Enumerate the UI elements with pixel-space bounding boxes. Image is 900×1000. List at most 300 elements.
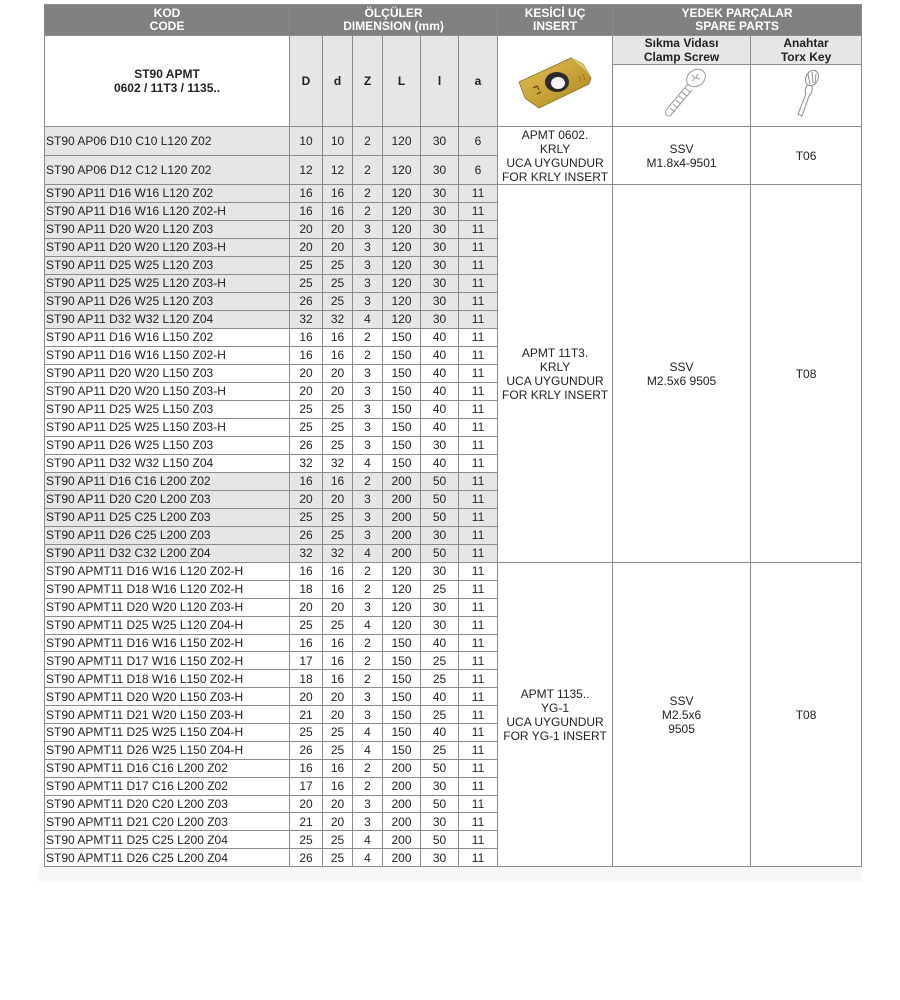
- dim-Z: 4: [353, 724, 383, 742]
- dim-L: 200: [383, 777, 421, 795]
- dim-L: 120: [383, 203, 421, 221]
- dim-D: 25: [290, 509, 323, 527]
- table-row: [45, 185, 862, 203]
- dim-L: 120: [383, 598, 421, 616]
- dim-l-small: 50: [421, 473, 459, 491]
- col-l: l: [421, 36, 459, 127]
- dim-L: 200: [383, 849, 421, 867]
- clamp-screw-icon: [652, 66, 712, 122]
- dim-l-small: 50: [421, 831, 459, 849]
- insert-info-line: KRLY: [539, 141, 571, 156]
- dim-a: 11: [459, 455, 498, 473]
- dim-d-small: 12: [323, 156, 353, 185]
- dim-d-small: 16: [323, 563, 353, 581]
- dim-d-small: 16: [323, 185, 353, 203]
- dim-a: 11: [459, 365, 498, 383]
- dim-Z: 3: [353, 813, 383, 831]
- dim-d-small: 25: [323, 257, 353, 275]
- dim-a: 11: [459, 527, 498, 545]
- dim-d-small: 20: [323, 598, 353, 616]
- product-code: ST90 AP11 D20 W20 L150 Z03: [45, 365, 290, 383]
- clamp-screw-line: SSV: [669, 141, 694, 156]
- dim-L: 150: [383, 347, 421, 365]
- dim-D: 18: [290, 670, 323, 688]
- product-code: ST90 AP11 D16 C16 L200 Z02: [45, 473, 290, 491]
- dim-a: 11: [459, 257, 498, 275]
- dim-L: 200: [383, 831, 421, 849]
- dim-Z: 4: [353, 545, 383, 563]
- dim-L: 150: [383, 365, 421, 383]
- dim-L: 150: [383, 741, 421, 759]
- dim-L: 120: [383, 257, 421, 275]
- dim-Z: 2: [353, 347, 383, 365]
- dim-a: 11: [459, 473, 498, 491]
- dim-Z: 3: [353, 795, 383, 813]
- insert-info-line: UCA UYGUNDUR: [506, 714, 604, 729]
- insert-info: [498, 127, 613, 185]
- dim-D: 20: [290, 688, 323, 706]
- dim-d-small: 25: [323, 741, 353, 759]
- dim-a: 11: [459, 580, 498, 598]
- clamp-screw-line: 9505: [668, 721, 695, 736]
- dim-Z: 2: [353, 563, 383, 581]
- insert-info-line: APMT 11T3.: [521, 345, 589, 360]
- dim-l-small: 30: [421, 311, 459, 329]
- dim-d-small: 20: [323, 365, 353, 383]
- dim-Z: 2: [353, 156, 383, 185]
- dim-l-small: 50: [421, 509, 459, 527]
- dim-a: 11: [459, 545, 498, 563]
- torx-key-info: [751, 563, 862, 867]
- dim-L: 150: [383, 401, 421, 419]
- header-dimensions: [290, 5, 498, 36]
- col-L: L: [383, 36, 421, 127]
- header-spare-parts-en: SPARE PARTS: [695, 19, 779, 33]
- dim-L: 150: [383, 329, 421, 347]
- dim-a: 11: [459, 203, 498, 221]
- header-insert: [498, 5, 613, 36]
- dim-l-small: 40: [421, 634, 459, 652]
- product-code: ST90 AP11 D25 W25 L150 Z03-H: [45, 419, 290, 437]
- dim-L: 150: [383, 419, 421, 437]
- dim-a: 11: [459, 275, 498, 293]
- product-code: ST90 AP11 D25 W25 L150 Z03: [45, 401, 290, 419]
- dim-d-small: 16: [323, 580, 353, 598]
- dim-l-small: 30: [421, 527, 459, 545]
- dim-l-small: 30: [421, 203, 459, 221]
- dim-D: 32: [290, 455, 323, 473]
- dim-a: 11: [459, 670, 498, 688]
- dim-Z: 2: [353, 634, 383, 652]
- clamp-screw-line: M1.8x4-9501: [646, 155, 717, 170]
- dim-Z: 2: [353, 329, 383, 347]
- dim-Z: 3: [353, 598, 383, 616]
- dim-d-small: 32: [323, 545, 353, 563]
- dim-d-small: 25: [323, 509, 353, 527]
- series-title-line2: 0602 / 11T3 / 1135..: [113, 81, 221, 95]
- dim-D: 20: [290, 221, 323, 239]
- col-D: D: [290, 36, 323, 127]
- dim-D: 20: [290, 795, 323, 813]
- dim-Z: 2: [353, 203, 383, 221]
- dim-a: 11: [459, 221, 498, 239]
- torx-key-icon: [786, 66, 826, 122]
- col-Z: Z: [353, 36, 383, 127]
- dim-Z: 3: [353, 257, 383, 275]
- dim-D: 25: [290, 275, 323, 293]
- dim-D: 16: [290, 634, 323, 652]
- torx-key-value: T08: [795, 366, 817, 381]
- product-code: ST90 APMT11 D26 W25 L150 Z04-H: [45, 741, 290, 759]
- dim-L: 120: [383, 311, 421, 329]
- header-code: [45, 5, 290, 36]
- dim-l-small: 25: [421, 670, 459, 688]
- dim-D: 20: [290, 598, 323, 616]
- series-title-line1: ST90 APMT: [134, 67, 200, 81]
- dim-a: 11: [459, 491, 498, 509]
- dim-D: 16: [290, 185, 323, 203]
- dim-l-small: 30: [421, 777, 459, 795]
- dim-d-small: 20: [323, 491, 353, 509]
- dim-a: 11: [459, 401, 498, 419]
- dim-L: 150: [383, 634, 421, 652]
- dim-d-small: 20: [323, 706, 353, 724]
- dim-Z: 3: [353, 221, 383, 239]
- dim-D: 17: [290, 652, 323, 670]
- dim-Z: 4: [353, 831, 383, 849]
- product-code: ST90 AP11 D16 W16 L120 Z02: [45, 185, 290, 203]
- dim-Z: 3: [353, 527, 383, 545]
- clamp-screw-line: M2.5x6 9505: [646, 373, 717, 388]
- dim-l-small: 30: [421, 275, 459, 293]
- dim-D: 32: [290, 311, 323, 329]
- dim-d-small: 25: [323, 849, 353, 867]
- dim-a: 11: [459, 741, 498, 759]
- insert-image: [505, 40, 605, 120]
- dim-L: 120: [383, 616, 421, 634]
- dim-d-small: 25: [323, 275, 353, 293]
- dim-L: 120: [383, 580, 421, 598]
- product-code: ST90 APMT11 D16 W16 L150 Z02-H: [45, 634, 290, 652]
- header-torx-key-en: Torx Key: [780, 50, 832, 65]
- dim-L: 120: [383, 239, 421, 257]
- dim-D: 26: [290, 527, 323, 545]
- dim-l-small: 30: [421, 563, 459, 581]
- dim-D: 16: [290, 563, 323, 581]
- dim-d-small: 20: [323, 688, 353, 706]
- product-code: ST90 AP11 D16 W16 L150 Z02: [45, 329, 290, 347]
- dim-D: 25: [290, 257, 323, 275]
- dim-a: 11: [459, 185, 498, 203]
- dim-a: 11: [459, 706, 498, 724]
- dim-D: 16: [290, 329, 323, 347]
- dim-D: 10: [290, 127, 323, 156]
- torx-key-info: [751, 127, 862, 185]
- dim-a: 11: [459, 813, 498, 831]
- col-a: a: [459, 36, 498, 127]
- dim-l-small: 25: [421, 741, 459, 759]
- dim-l-small: 25: [421, 580, 459, 598]
- product-code: ST90 AP06 D12 C12 L120 Z02: [45, 156, 290, 185]
- dim-L: 200: [383, 491, 421, 509]
- dim-D: 26: [290, 741, 323, 759]
- dim-a: 11: [459, 311, 498, 329]
- dim-l-small: 50: [421, 491, 459, 509]
- dim-D: 26: [290, 437, 323, 455]
- dim-D: 25: [290, 831, 323, 849]
- header-dimensions-en: DIMENSION (mm): [343, 19, 444, 33]
- dim-l-small: 30: [421, 293, 459, 311]
- dim-Z: 2: [353, 777, 383, 795]
- dim-L: 200: [383, 795, 421, 813]
- dim-D: 18: [290, 580, 323, 598]
- dim-L: 150: [383, 455, 421, 473]
- header-clamp-screw: [613, 36, 751, 65]
- product-code: ST90 AP11 D32 C32 L200 Z04: [45, 545, 290, 563]
- col-d: d: [323, 36, 353, 127]
- dim-Z: 3: [353, 706, 383, 724]
- dim-d-small: 25: [323, 527, 353, 545]
- dim-L: 200: [383, 759, 421, 777]
- dim-a: 11: [459, 616, 498, 634]
- table-row: [45, 127, 862, 156]
- product-code: ST90 APMT11 D16 C16 L200 Z02: [45, 759, 290, 777]
- dim-a: 11: [459, 759, 498, 777]
- dim-Z: 3: [353, 365, 383, 383]
- dim-l-small: 40: [421, 383, 459, 401]
- dim-d-small: 16: [323, 473, 353, 491]
- dim-a: 11: [459, 652, 498, 670]
- insert-info-line: APMT 0602.: [521, 127, 589, 142]
- product-code: ST90 APMT11 D25 C25 L200 Z04: [45, 831, 290, 849]
- dim-a: 11: [459, 329, 498, 347]
- product-code: ST90 AP11 D25 W25 L120 Z03: [45, 257, 290, 275]
- dim-L: 150: [383, 706, 421, 724]
- product-code: ST90 APMT11 D26 C25 L200 Z04: [45, 849, 290, 867]
- clamp-screw-info: [613, 563, 751, 867]
- dim-Z: 3: [353, 293, 383, 311]
- product-table: [44, 4, 862, 867]
- dim-d-small: 25: [323, 401, 353, 419]
- clamp-screw-info: [613, 185, 751, 563]
- dim-d-small: 25: [323, 616, 353, 634]
- dim-l-small: 30: [421, 257, 459, 275]
- dim-l-small: 50: [421, 759, 459, 777]
- product-code: ST90 AP11 D32 W32 L150 Z04: [45, 455, 290, 473]
- dim-d-small: 16: [323, 634, 353, 652]
- dim-Z: 3: [353, 491, 383, 509]
- insert-image-cell: [498, 36, 613, 127]
- dim-a: 11: [459, 777, 498, 795]
- dim-Z: 2: [353, 652, 383, 670]
- torx-key-info: [751, 185, 862, 563]
- dim-a: 11: [459, 347, 498, 365]
- product-code: ST90 APMT11 D25 W25 L120 Z04-H: [45, 616, 290, 634]
- clamp-screw-line: M2.5x6: [661, 707, 702, 722]
- insert-info: [498, 185, 613, 563]
- dim-d-small: 16: [323, 670, 353, 688]
- dim-l-small: 25: [421, 652, 459, 670]
- dim-D: 26: [290, 849, 323, 867]
- dim-D: 16: [290, 203, 323, 221]
- dim-Z: 4: [353, 616, 383, 634]
- product-code: ST90 AP11 D16 W16 L150 Z02-H: [45, 347, 290, 365]
- dim-Z: 4: [353, 311, 383, 329]
- torx-key-value: T06: [795, 148, 817, 163]
- product-code: ST90 APMT11 D17 W16 L150 Z02-H: [45, 652, 290, 670]
- dim-l-small: 40: [421, 329, 459, 347]
- dim-D: 21: [290, 813, 323, 831]
- dim-d-small: 16: [323, 347, 353, 365]
- dim-Z: 3: [353, 401, 383, 419]
- dim-L: 150: [383, 652, 421, 670]
- product-code: ST90 APMT11 D18 W16 L150 Z02-H: [45, 670, 290, 688]
- dim-d-small: 20: [323, 383, 353, 401]
- dim-d-small: 16: [323, 329, 353, 347]
- product-code: ST90 AP11 D26 C25 L200 Z03: [45, 527, 290, 545]
- dim-D: 25: [290, 616, 323, 634]
- dim-l-small: 30: [421, 127, 459, 156]
- torx-key-image-cell: [751, 65, 862, 127]
- dim-L: 120: [383, 185, 421, 203]
- dim-l-small: 50: [421, 795, 459, 813]
- dim-a: 11: [459, 688, 498, 706]
- dim-l-small: 30: [421, 239, 459, 257]
- dim-d-small: 16: [323, 777, 353, 795]
- dim-L: 120: [383, 293, 421, 311]
- dim-d-small: 25: [323, 831, 353, 849]
- dim-d-small: 25: [323, 293, 353, 311]
- dim-L: 200: [383, 813, 421, 831]
- product-code: ST90 AP11 D32 W32 L120 Z04: [45, 311, 290, 329]
- product-code: ST90 AP06 D10 C10 L120 Z02: [45, 127, 290, 156]
- dim-Z: 4: [353, 455, 383, 473]
- dim-L: 150: [383, 437, 421, 455]
- dim-L: 150: [383, 383, 421, 401]
- dim-D: 16: [290, 759, 323, 777]
- product-code: ST90 APMT11 D21 C20 L200 Z03: [45, 813, 290, 831]
- dim-L: 120: [383, 221, 421, 239]
- dim-a: 11: [459, 563, 498, 581]
- dim-L: 200: [383, 473, 421, 491]
- dim-d-small: 16: [323, 203, 353, 221]
- dim-a: 11: [459, 437, 498, 455]
- insert-info-line: FOR KRLY INSERT: [502, 387, 609, 402]
- dim-l-small: 40: [421, 347, 459, 365]
- dim-l-small: 40: [421, 688, 459, 706]
- product-code: ST90 APMT11 D21 W20 L150 Z03-H: [45, 706, 290, 724]
- dim-Z: 4: [353, 741, 383, 759]
- dim-L: 120: [383, 275, 421, 293]
- dim-Z: 2: [353, 127, 383, 156]
- product-code: ST90 APMT11 D17 C16 L200 Z02: [45, 777, 290, 795]
- header-torx-key: [751, 36, 862, 65]
- dim-L: 200: [383, 545, 421, 563]
- product-code: ST90 AP11 D25 W25 L120 Z03-H: [45, 275, 290, 293]
- product-code: ST90 AP11 D20 W20 L120 Z03-H: [45, 239, 290, 257]
- dim-Z: 3: [353, 509, 383, 527]
- dim-Z: 2: [353, 670, 383, 688]
- insert-info-line: UCA UYGUNDUR: [506, 373, 604, 388]
- insert-info-line: UCA UYGUNDUR: [506, 155, 604, 170]
- product-code: ST90 APMT11 D18 W16 L120 Z02-H: [45, 580, 290, 598]
- product-code: ST90 AP11 D26 W25 L150 Z03: [45, 437, 290, 455]
- dim-d-small: 25: [323, 437, 353, 455]
- dim-D: 12: [290, 156, 323, 185]
- dim-a: 11: [459, 293, 498, 311]
- dim-L: 150: [383, 688, 421, 706]
- dim-a: 11: [459, 419, 498, 437]
- header-clamp-screw-tr: Sıkma Vidası: [644, 36, 719, 51]
- header-torx-key-tr: Anahtar: [783, 36, 829, 51]
- dim-d-small: 32: [323, 455, 353, 473]
- insert-info-line: FOR YG-1 INSERT: [503, 728, 607, 743]
- dim-Z: 3: [353, 275, 383, 293]
- header-dimensions-tr: ÖLÇÜLER: [364, 6, 423, 20]
- product-code: ST90 APMT11 D16 W16 L120 Z02-H: [45, 563, 290, 581]
- dim-Z: 2: [353, 473, 383, 491]
- dim-D: 20: [290, 239, 323, 257]
- product-code: ST90 AP11 D16 W16 L120 Z02-H: [45, 203, 290, 221]
- dim-D: 20: [290, 365, 323, 383]
- clamp-screw-line: SSV: [669, 359, 694, 374]
- product-code: ST90 AP11 D20 W20 L120 Z03: [45, 221, 290, 239]
- product-code: ST90 AP11 D20 C20 L200 Z03: [45, 491, 290, 509]
- dim-Z: 3: [353, 239, 383, 257]
- dim-D: 20: [290, 491, 323, 509]
- header-spare-parts-tr: YEDEK PARÇALAR: [681, 6, 793, 20]
- clamp-screw-info: [613, 127, 751, 185]
- dim-d-small: 20: [323, 795, 353, 813]
- dim-a: 11: [459, 598, 498, 616]
- header-code-en: CODE: [149, 19, 185, 33]
- dim-L: 150: [383, 724, 421, 742]
- insert-info-line: APMT 1135..: [520, 686, 590, 701]
- dim-d-small: 16: [323, 652, 353, 670]
- product-code: ST90 AP11 D26 W25 L120 Z03: [45, 293, 290, 311]
- product-code: ST90 APMT11 D25 W25 L150 Z04-H: [45, 724, 290, 742]
- dim-Z: 3: [353, 688, 383, 706]
- dim-a: 11: [459, 724, 498, 742]
- dim-Z: 2: [353, 185, 383, 203]
- dim-a: 11: [459, 509, 498, 527]
- dim-D: 25: [290, 724, 323, 742]
- dim-L: 120: [383, 563, 421, 581]
- torx-key-value: T08: [795, 707, 817, 722]
- dim-d-small: 16: [323, 759, 353, 777]
- dim-a: 11: [459, 383, 498, 401]
- insert-info: [498, 563, 613, 867]
- insert-info-line: FOR KRLY INSERT: [502, 169, 609, 184]
- dim-l-small: 40: [421, 365, 459, 383]
- dim-a: 11: [459, 634, 498, 652]
- dim-a: 6: [459, 127, 498, 156]
- dim-l-small: 40: [421, 419, 459, 437]
- clamp-screw-image-cell: [613, 65, 751, 127]
- dim-Z: 3: [353, 437, 383, 455]
- series-title: [45, 36, 290, 127]
- dim-Z: 3: [353, 419, 383, 437]
- dim-Z: 2: [353, 759, 383, 777]
- dim-d-small: 25: [323, 724, 353, 742]
- dim-a: 11: [459, 239, 498, 257]
- dim-D: 16: [290, 347, 323, 365]
- dim-l-small: 50: [421, 545, 459, 563]
- dim-L: 120: [383, 127, 421, 156]
- header-code-tr: KOD: [153, 6, 181, 20]
- dim-l-small: 30: [421, 813, 459, 831]
- dim-a: 11: [459, 795, 498, 813]
